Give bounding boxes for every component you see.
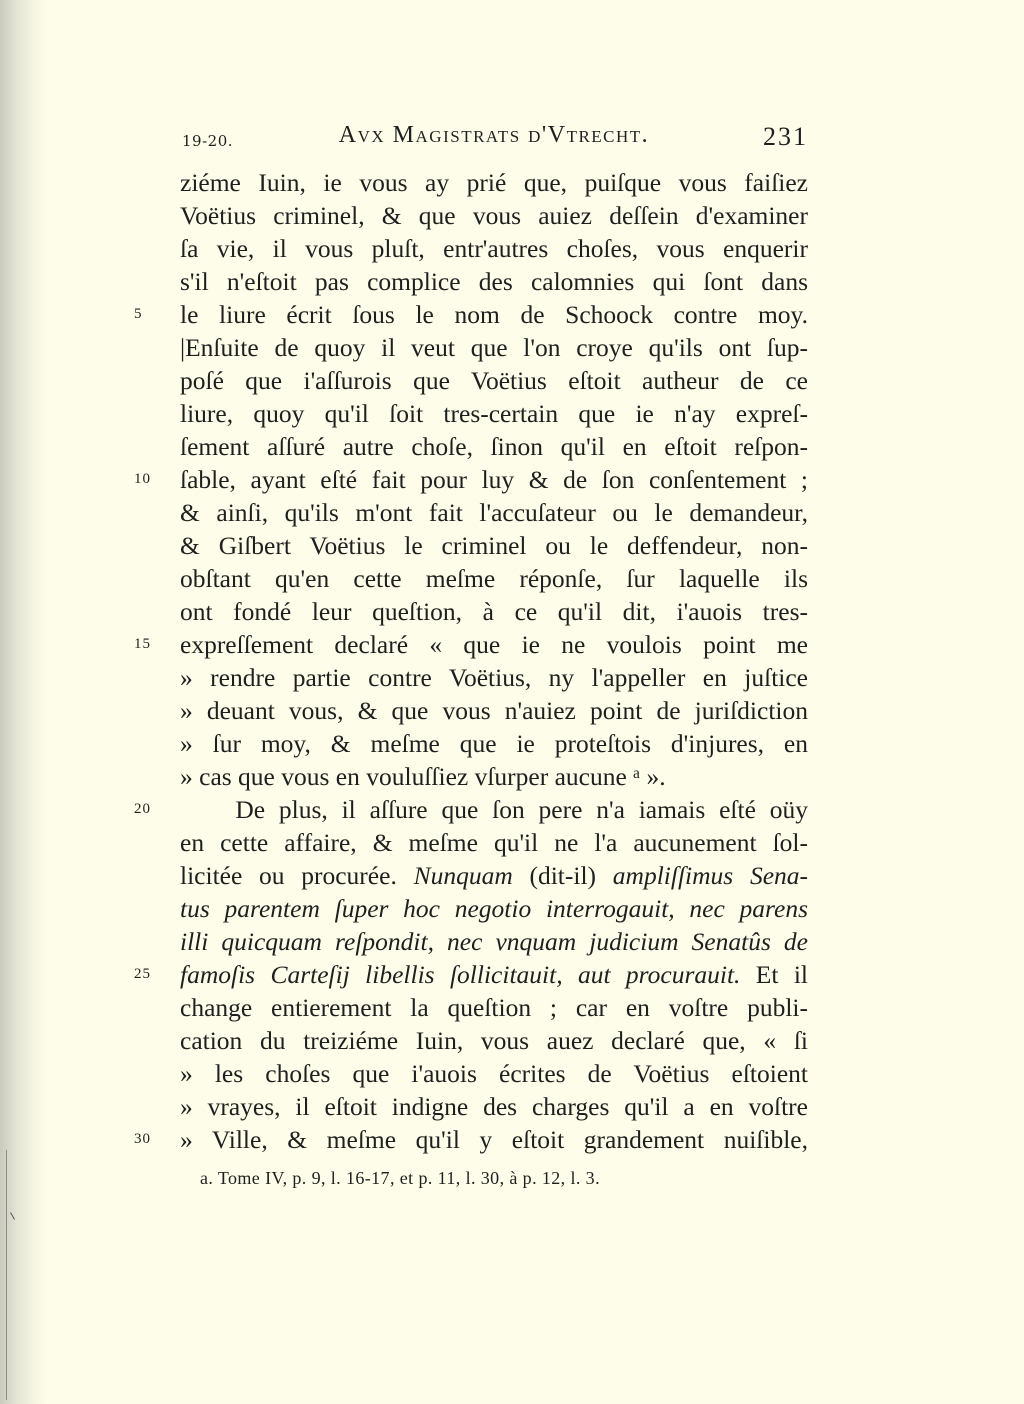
text-line: » les choſes que i'auois écrites de Voëtius eſtoient (180, 1059, 808, 1088)
text-line: » ſur moy, & meſme que ie proteſtois d'injures, en (180, 729, 808, 758)
text-line: 30 » Ville, & meſme qu'il y eſtoit grandement nuiſible, (134, 1125, 808, 1154)
text-line: » rendre partie contre Voëtius, ny l'appeller en juſtice (180, 663, 808, 692)
text-line: liure, quoy qu'il ſoit tres-certain que ie n'ay expreſ- (180, 399, 808, 428)
text-line: licitée ou procurée. Nunquam (dit-il) ampliſſimus Sena- (180, 861, 809, 890)
line-number: 10 (134, 471, 151, 487)
line-number: 5 (134, 306, 143, 322)
header-section-ref: 19-20. (182, 132, 234, 150)
page-number: 231 (763, 122, 808, 151)
text-line: 20 De plus, il aſſure que ſon pere n'a iamais eſté oüy (134, 795, 808, 824)
text-line: 25 famoſis Carteſij libellis ſollicitauit, aut procurauit. Et il (134, 960, 808, 989)
text-line: |Enſuite de quoy il veut que l'on croye qu'ils ont ſup- (180, 333, 808, 362)
text-line: illi quicquam reſpondit, nec vnquam judicium Senatûs de (180, 927, 808, 956)
header-title: Avx Magistrats d'Vtrecht. (338, 122, 650, 148)
text-line: change entierement la queſtion ; car en voſtre publi- (180, 993, 808, 1022)
text-line: » vrayes, il eſtoit indigne des charges qu'il a en voſtre (180, 1092, 808, 1121)
text-line: tus parentem ſuper hoc negotio interrogauit, nec parens (180, 894, 808, 923)
text-line: ziéme Iuin, ie vous ay prié que, puiſque vous faiſiez (180, 168, 808, 197)
latin-quote: Nunquam (413, 861, 513, 890)
line-number: 20 (134, 801, 151, 817)
text-line: & ainſi, qu'ils m'ont fait l'accuſateur ou le demandeur, (180, 498, 808, 527)
text-line: 15 expreſſement declaré « que ie ne voulois point me (134, 630, 808, 659)
latin-quote: famoſis Carteſij libellis ſollicitauit, aut procurauit. (180, 960, 741, 989)
body-text (134, 166, 809, 1156)
text-line: » deuant vous, & que vous n'auiez point de juriſdiction (180, 696, 808, 725)
text-line: ſement aſſuré autre choſe, ſinon qu'il en eſtoit reſpon- (180, 432, 808, 461)
text-line: cation du treiziéme Iuin, vous auez declaré que, « ſi (180, 1026, 808, 1055)
footnote: a. Tome IV, p. 9, l. 16-17, et p. 11, l. 30, à p. 12, l. 3. (200, 1168, 600, 1188)
text-line: Voëtius criminel, & que vous auiez deſſein d'examiner (180, 201, 808, 230)
line-number: 25 (134, 966, 151, 982)
line-number: 30 (134, 1131, 151, 1147)
latin-quote: ampliſſimus Sena- (612, 861, 809, 890)
running-header (180, 122, 808, 156)
text-line: & Giſbert Voëtius le criminel ou le deffendeur, non- (180, 531, 808, 560)
text-line: obſtant qu'en cette meſme réponſe, ſur laquelle ils (180, 564, 808, 593)
text-line: ont fondé leur queſtion, à ce qu'il dit, i'auois tres- (180, 597, 808, 626)
line-number: 15 (134, 636, 151, 652)
text-line: » cas que vous en vouluſſiez vſurper aucune ᵃ ». (180, 762, 666, 791)
text-line: 10 ſable, ayant eſté fait pour luy & de ſon conſentement ; (134, 465, 808, 494)
text-line: ſa vie, il vous pluſt, entr'autres choſes, vous enquerir (180, 234, 808, 263)
text-line: poſé que i'aſſurois que Voëtius eſtoit autheur de ce (180, 366, 808, 395)
text-line: s'il n'eſtoit pas complice des calomnies qui ſont dans (180, 267, 808, 296)
text-line: en cette affaire, & meſme qu'il ne l'a aucunement ſol- (180, 828, 808, 857)
text-line: 5 le liure écrit ſous le nom de Schoock contre moy. (134, 300, 808, 329)
